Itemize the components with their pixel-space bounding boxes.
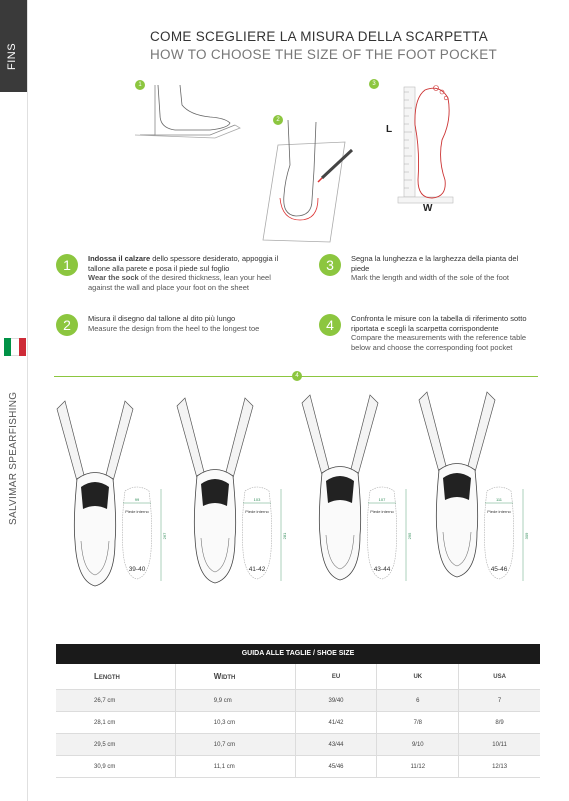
fin-group <box>57 401 167 586</box>
cell-uk: 7/8 <box>377 712 459 733</box>
width-value: 103 <box>253 497 261 502</box>
step-text <box>88 314 259 336</box>
length-value: 281 <box>282 532 287 540</box>
header-width: Width <box>176 664 296 689</box>
table-row <box>56 734 540 756</box>
width-letter: W <box>423 203 433 214</box>
header-eu: EU <box>296 664 378 689</box>
cell-uk: 6 <box>377 690 459 711</box>
cell-usa: 7 <box>497 697 502 704</box>
step-en-bold: Wear the sock <box>88 273 139 282</box>
cell-eu: 43/44 <box>296 734 378 755</box>
table-row <box>56 712 540 734</box>
cell-length: 26,7 cm <box>56 690 176 711</box>
cell-width: 11,1 cm <box>176 756 296 777</box>
size-table <box>56 644 540 778</box>
width-value: 99 <box>134 497 140 502</box>
foot-outline <box>242 487 287 581</box>
inner-foot-label: Piede interno <box>125 509 149 514</box>
flag-white <box>11 338 18 356</box>
illustration-badge-1: 1 <box>135 80 145 90</box>
fin-blade-left <box>177 398 205 478</box>
cell-length: 28,1 cm <box>56 712 176 733</box>
flag-red <box>19 338 26 356</box>
italian-flag <box>4 338 26 356</box>
step-it-bold: Indossa il calzare <box>88 254 151 263</box>
fin-blade-right <box>225 398 253 478</box>
step-4 <box>319 314 537 352</box>
foot-outline <box>122 487 167 581</box>
foot-trace-illustration <box>263 120 352 242</box>
cell-eu: 41/42 <box>296 712 378 733</box>
step-text <box>351 254 537 283</box>
step-it: Confronta le misure con la tabella di riferimento sotto riportata e scegli la scarpetta corrispondente <box>351 314 527 333</box>
cell-usa: 12/13 <box>492 763 508 770</box>
width-value: 111 <box>495 497 503 502</box>
step-1 <box>56 254 284 292</box>
cell-usa: 10/11 <box>492 741 507 748</box>
header-uk: UK <box>377 664 459 689</box>
step-2 <box>56 314 284 336</box>
step-number: 3 <box>319 254 341 276</box>
cell-uk: 11/12 <box>377 756 459 777</box>
cell-length: 30,9 cm <box>56 756 176 777</box>
cell-width: 10,7 cm <box>176 734 296 755</box>
inner-foot-label: Piede interno <box>245 509 269 514</box>
step-it: Segna la lunghezza e la larghezza della pianta del piede <box>351 254 519 273</box>
divider-badge: 4 <box>292 371 302 381</box>
foot-outline-illustration <box>398 86 453 204</box>
step-number: 4 <box>319 314 341 336</box>
fin-blade-right <box>467 392 495 472</box>
table-row <box>56 690 540 712</box>
fin-blade-left <box>302 395 330 475</box>
step-text <box>88 254 284 292</box>
fin-blade-left <box>57 401 85 481</box>
cell-width: 10,3 cm <box>176 712 296 733</box>
step-it: dello spessore desiderato, appoggia il tallone alla parete e posa il piede sul foglio <box>88 254 279 273</box>
brand-label: SALVIMAR SPEARFISHING <box>8 391 19 525</box>
cell-length: 29,5 cm <box>56 734 176 755</box>
step-en: Mark the length and width of the sole of the foot <box>351 273 510 282</box>
title-italian: COME SCEGLIERE LA MISURA DELLA SCARPETTA <box>150 29 489 44</box>
fin-group <box>177 398 287 583</box>
foot-outline <box>484 487 529 581</box>
table-header-row <box>56 664 540 690</box>
illustration-badge-2: 2 <box>273 115 283 125</box>
fin-strap <box>443 473 471 500</box>
fin-group <box>419 392 529 581</box>
length-value: 309 <box>524 532 529 540</box>
fins-illustration <box>0 385 569 600</box>
size-label: 43-44 <box>373 566 391 573</box>
header-length: Length <box>56 664 176 689</box>
step-en: Compare the measurements with the reference table below and choose the corresponding foot pocket <box>351 333 527 352</box>
inner-foot-label: Piede interno <box>487 509 511 514</box>
header-usa: USA <box>493 673 506 680</box>
width-value: 107 <box>378 497 386 502</box>
fin-group <box>302 395 412 581</box>
step-number: 1 <box>56 254 78 276</box>
cell-uk: 9/10 <box>377 734 459 755</box>
fin-blade-left <box>419 392 447 472</box>
step-en: Measure the design from the heel to the longest toe <box>88 323 260 333</box>
step-number: 2 <box>56 314 78 336</box>
fin-strap <box>326 476 354 503</box>
cell-usa: 8/9 <box>495 719 504 726</box>
foot-wall-illustration <box>135 85 240 138</box>
step-text <box>351 314 537 352</box>
cell-eu: 45/46 <box>296 756 378 777</box>
size-label: 41-42 <box>248 566 266 573</box>
fin-strap <box>201 479 229 506</box>
foot-outline <box>367 487 412 581</box>
flag-green <box>4 338 11 356</box>
section-label: FINS <box>6 42 18 70</box>
step-en: of the desired thickness, lean your heel against the wall and place your foot on the sheet <box>88 273 271 292</box>
length-value: 267 <box>162 532 167 540</box>
size-label: 45-46 <box>490 566 508 573</box>
step-3 <box>319 254 537 283</box>
fin-blade-right <box>350 395 378 475</box>
fin-strap <box>81 482 109 509</box>
title-english: HOW TO CHOOSE THE SIZE OF THE FOOT POCKET <box>150 47 498 62</box>
table-title: GUIDA ALLE TAGLIE / SHOE SIZE <box>56 644 540 664</box>
cell-eu: 39/40 <box>296 690 378 711</box>
length-letter: L <box>386 124 393 135</box>
fin-blade-right <box>105 401 133 481</box>
step-it: Misura il disegno dal tallone al dito più lungo <box>88 314 236 323</box>
table-row <box>56 756 540 778</box>
illustration-badge-3: 3 <box>369 79 379 89</box>
inner-foot-label: Piede interno <box>370 509 394 514</box>
cell-width: 9,9 cm <box>176 690 296 711</box>
size-label: 39-40 <box>128 566 146 573</box>
length-value: 295 <box>407 532 412 540</box>
